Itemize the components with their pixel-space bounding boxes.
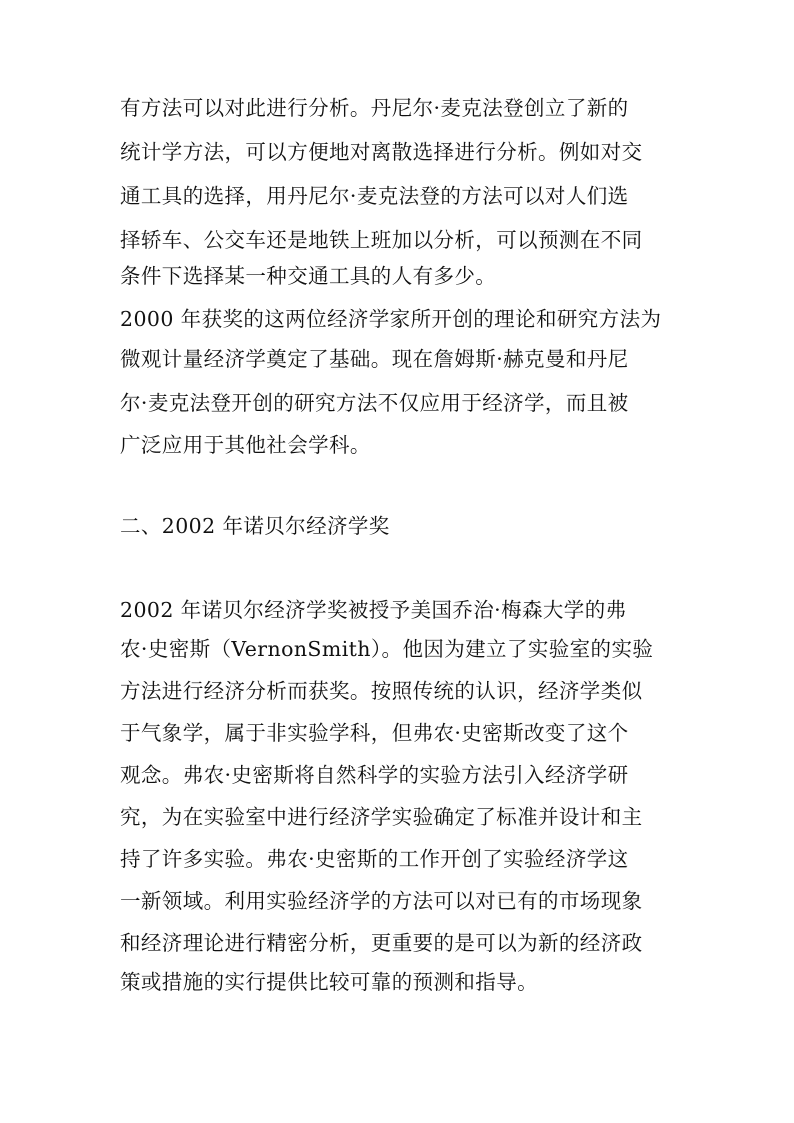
paragraph-2-line: 尔·麦克法登开创的研究方法不仅应用于经济学，而且被	[120, 391, 629, 415]
paragraph-3-line: 和经济理论进行精密分析，更重要的是可以为新的经济政	[120, 931, 643, 955]
paragraph-1-line: 择轿车、公交车还是地铁上班加以分析，可以预测在不同	[120, 228, 643, 252]
paragraph-3-line: 方法进行经济分析而获奖。按照传统的认识，经济学类似	[120, 679, 643, 703]
paragraph-3-line: 于气象学，属于非实验学科，但弗农·史密斯改变了这个	[120, 721, 629, 745]
paragraph-3-line: 策或措施的实行提供比较可靠的预测和指导。	[120, 970, 538, 994]
paragraph-3-line: 持了许多实验。弗农·史密斯的工作开创了实验经济学这	[120, 847, 629, 871]
paragraph-2-line: 2000 年获奖的这两位经济学家所开创的理论和研究方法为	[120, 307, 662, 331]
paragraph-3-line: 一新领域。利用实验经济学的方法可以对已有的市场现象	[120, 889, 643, 913]
paragraph-1-line: 条件下选择某一种交通工具的人有多少。	[120, 264, 497, 288]
paragraph-2-line: 广泛应用于其他社会学科。	[120, 433, 371, 457]
paragraph-1-line: 统计学方法，可以方便地对离散选择进行分析。例如对交	[120, 140, 643, 164]
paragraph-3-line: 观念。弗农·史密斯将自然科学的实验方法引入经济学研	[120, 763, 629, 787]
paragraph-3-line: 农·史密斯（VernonSmith）。他因为建立了实验室的实验	[120, 637, 654, 661]
paragraph-1-line: 有方法可以对此进行分析。丹尼尔·麦克法登创立了新的	[120, 96, 629, 120]
paragraph-3-line: 2002 年诺贝尔经济学奖被授予美国乔治·梅森大学的弗	[120, 598, 627, 622]
paragraph-1-line: 通工具的选择，用丹尼尔·麦克法登的方法可以对人们选	[120, 184, 629, 208]
section-heading: 二、2002 年诺贝尔经济学奖	[120, 514, 390, 538]
paragraph-2-line: 微观计量经济学奠定了基础。现在詹姆斯·赫克曼和丹尼	[120, 347, 629, 371]
paragraph-3-line: 究，为在实验室中进行经济学实验确定了标准并设计和主	[120, 805, 643, 829]
